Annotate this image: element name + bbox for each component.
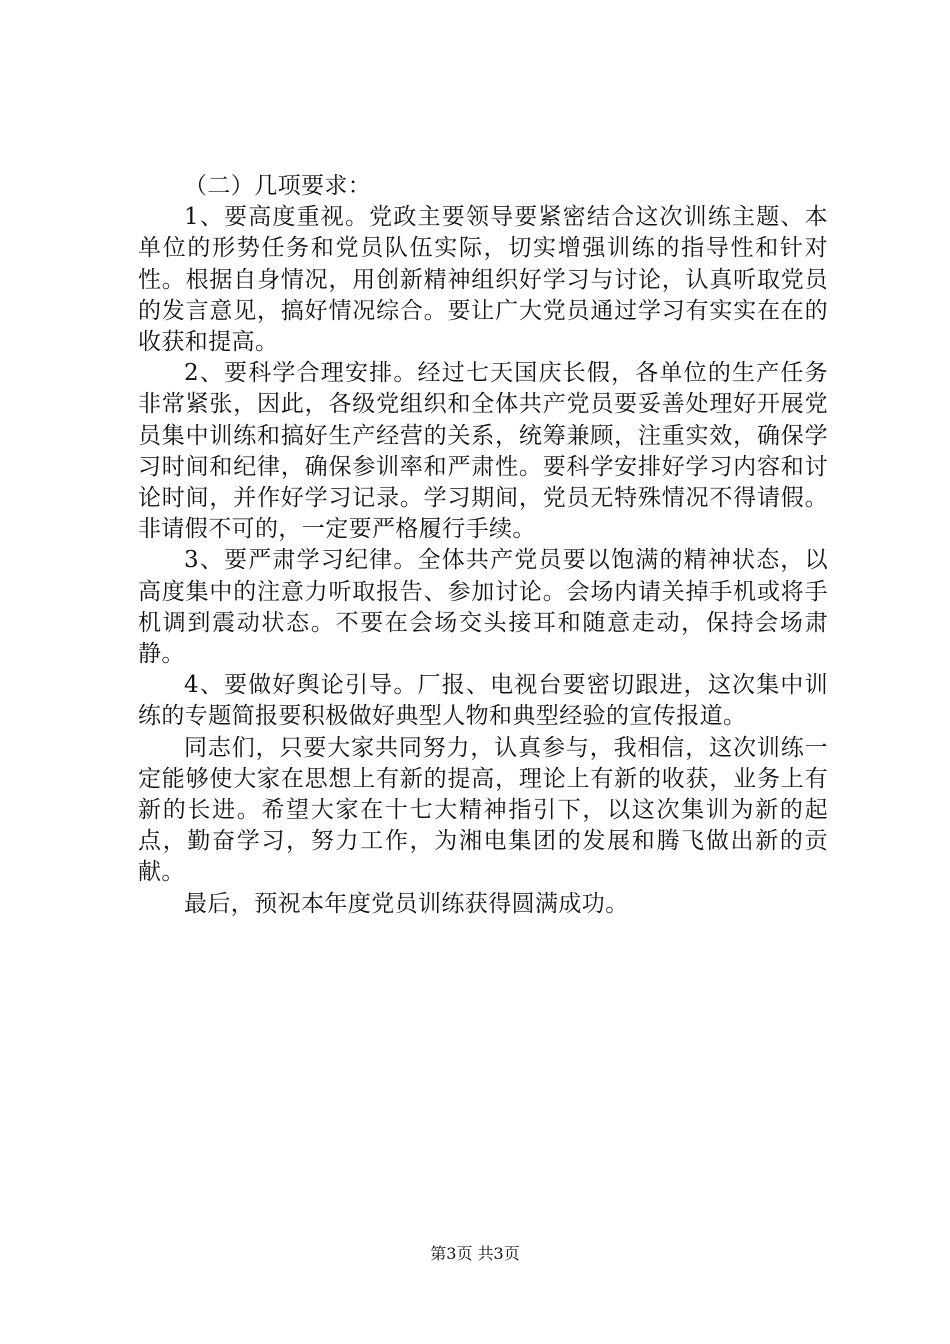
closing-paragraph: 同志们，只要大家共同努力，认真参与，我相信，这次训练一定能够使大家在思想上有新的提高，理论上有新的收获，业务上有新的长进。希望大家在十七大精神指引下，以这次集训为新的起点，勤奋学习，努力工作，为湘电集团的发展和腾飞做出新的贡献。	[138, 734, 828, 886]
final-wish-paragraph: 最后，预祝本年度党员训练获得圆满成功。	[184, 890, 629, 917]
page-number-footer: 第3页 共3页	[430, 1244, 520, 1263]
requirement-paragraph-3: 3、要严肃学习纪律。全体共产党员要以饱满的精神状态，以高度集中的注意力听取报告、参加讨论。会场内请关掉手机或将手机调到震动状态。不要在会场交头接耳和随意走动，保持会场肃静。	[138, 547, 828, 668]
section-heading: （二）几项要求：	[184, 173, 372, 199]
requirement-paragraph-4: 4、要做好舆论引导。厂报、电视台要密切跟进，这次集中训练的专题简报要积极做好典型人物和典型经验的宣传报道。	[138, 672, 828, 730]
requirement-paragraph-1: 1、要高度重视。党政主要领导要紧密结合这次训练主题、本单位的形势任务和党员队伍实际，切实增强训练的指导性和针对性。根据自身情况，用创新精神组织好学习与讨论，认真听取党员的发言意见，搞好情况综合。要让广大党员通过学习有实实在在的收获和提高。	[138, 204, 828, 356]
requirement-paragraph-2: 2、要科学合理安排。经过七天国庆长假，各单位的生产任务非常紧张，因此，各级党组织和全体共产党员要妥善处理好开展党员集中训练和搞好生产经营的关系，统筹兼顾，注重实效，确保学习时间和纪律，确保参训率和严肃性。要科学安排好学习内容和讨论时间，并作好学习记录。学习期间，党员无特殊情况不得请假。非请假不可的，一定要严格履行手续。	[138, 360, 828, 543]
document-body	[138, 171, 828, 920]
